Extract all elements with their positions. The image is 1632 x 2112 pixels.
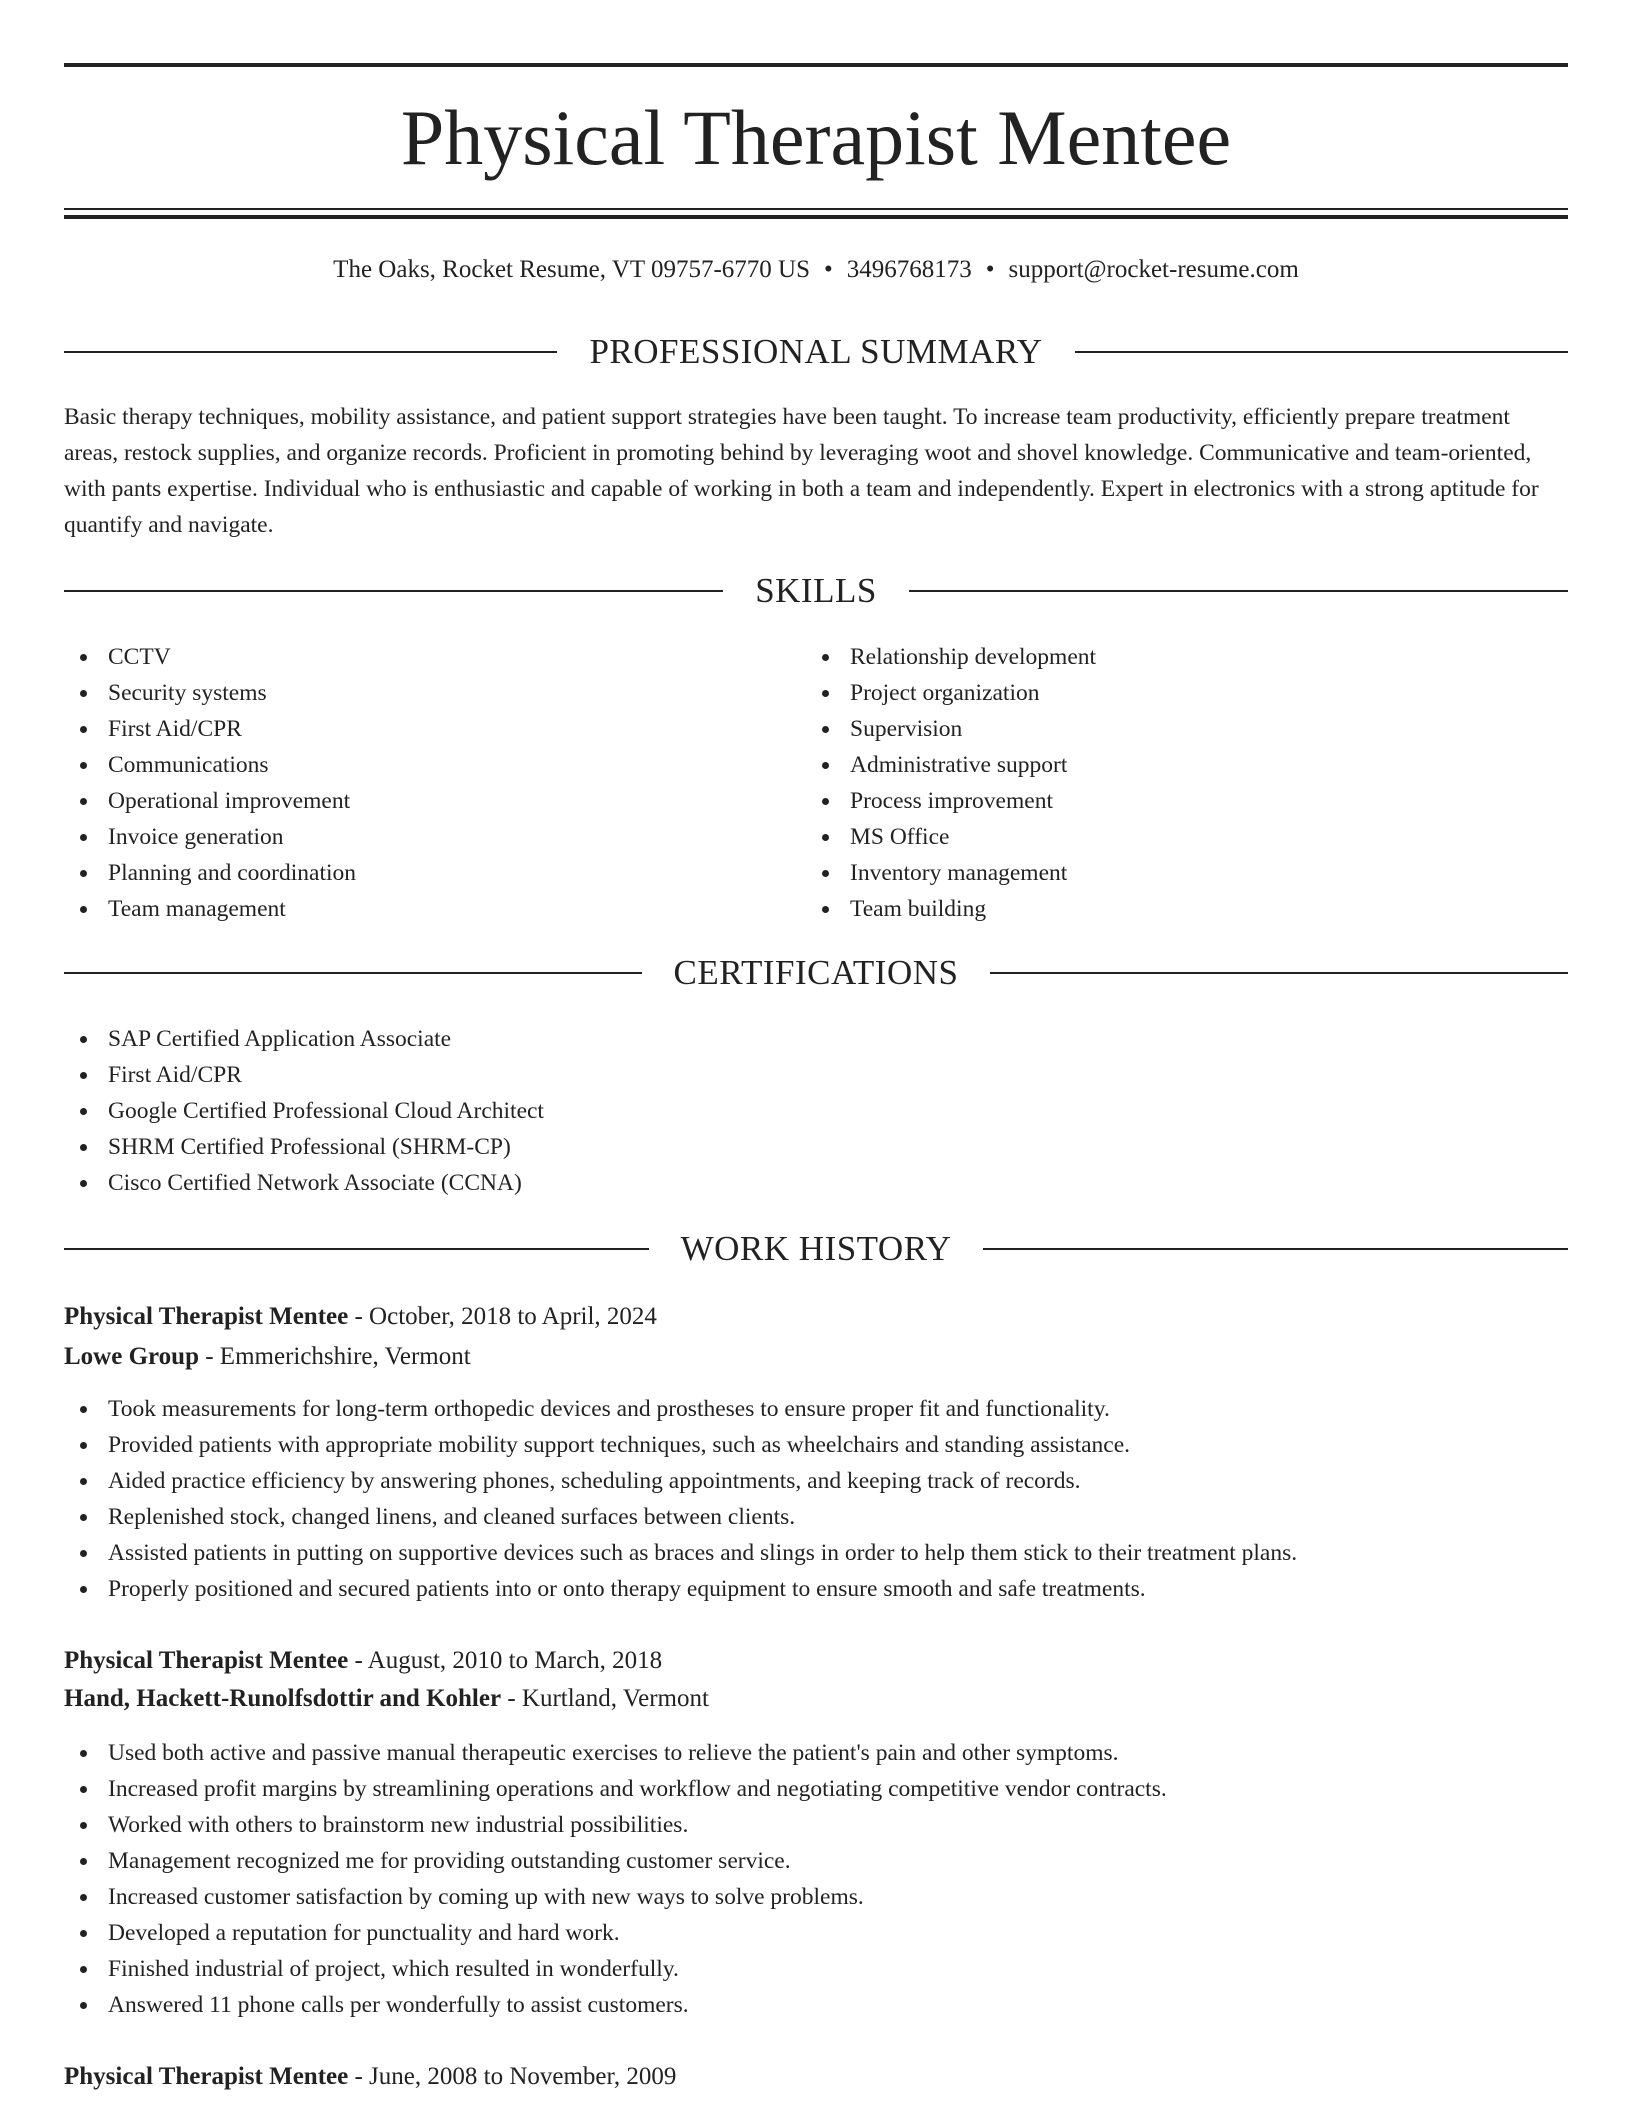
skill-item: CCTV [64,639,356,675]
section-rule-left [64,590,723,592]
job-bullet: Increased profit margins by streamlining operations and workflow and negotiating competitive vendor contracts. [64,1771,1167,1807]
certification-item: Google Certified Professional Cloud Architect [64,1093,544,1129]
job-title: Physical Therapist Mentee [64,1303,349,1330]
job-dates: - August, 2010 to March, 2018 [348,1647,663,1674]
skill-item: Communications [64,747,356,783]
job-bullet: Provided patients with appropriate mobility support techniques, such as wheelchairs and standing assistance. [64,1427,1297,1463]
skill-item: Relationship development [806,639,1096,675]
skill-item: MS Office [806,819,1096,855]
job-title: Physical Therapist Mentee [64,2063,349,2090]
skill-item: Invoice generation [64,819,356,855]
job-title-line [64,2059,676,2095]
certifications-list [64,1021,544,1201]
job-bullet: Aided practice efficiency by answering phones, scheduling appointments, and keeping track of records. [64,1463,1297,1499]
job-dates: - June, 2008 to November, 2009 [348,2063,677,2090]
section-rule-left [64,351,557,353]
job-bullet: Used both active and passive manual therapeutic exercises to relieve the patient's pain and other symptoms. [64,1735,1167,1771]
contact-separator: • [985,256,995,283]
job-dates: - October, 2018 to April, 2024 [348,1303,657,1330]
section-rule-right [909,590,1568,592]
job-title-line [64,1643,662,1679]
skill-item: First Aid/CPR [64,711,356,747]
certification-item: First Aid/CPR [64,1057,544,1093]
section-header-certifications [64,953,1568,993]
job-bullet: Developed a reputation for punctuality and hard work. [64,1915,1167,1951]
job-location: - Emmerichshire, Vermont [198,1343,471,1370]
section-header-skills [64,571,1568,611]
section-title-summary: PROFESSIONAL SUMMARY [589,332,1043,371]
job-bullet: Replenished stock, changed linens, and cleaned surfaces between clients. [64,1499,1297,1535]
job-company-line [64,1681,709,1717]
section-rule-right [990,972,1568,974]
job-title: Physical Therapist Mentee [64,1647,349,1674]
job-bullet: Worked with others to brainstorm new industrial possibilities. [64,1807,1167,1843]
resume-name: Physical Therapist Mentee [400,94,1232,181]
skill-item: Inventory management [806,855,1096,891]
section-rule-left [64,1248,649,1250]
certification-item: SAP Certified Application Associate [64,1021,544,1057]
job-bullets [64,1391,1297,1607]
name-rule-thin [64,208,1568,210]
section-title-certifications: CERTIFICATIONS [673,953,959,992]
skills-list-left [64,639,356,927]
job-bullet: Finished industrial of project, which resulted in wonderfully. [64,1951,1167,1987]
resume-page [64,0,1568,2112]
skill-item: Process improvement [806,783,1096,819]
job-bullet: Properly positioned and secured patients into or onto therapy equipment to ensure smooth and safe treatments. [64,1571,1297,1607]
section-header-work [64,1229,1568,1269]
job-company-line [64,1339,471,1375]
skill-item: Team management [64,891,356,927]
contact-separator: • [823,256,833,283]
contact-address: The Oaks, Rocket Resume, VT 09757-6770 US [333,256,810,283]
skill-item: Security systems [64,675,356,711]
job-location: - Kurtland, Vermont [501,1685,709,1712]
job-bullet: Answered 11 phone calls per wonderfully to assist customers. [64,1987,1167,2023]
job-company: Hand, Hackett-Runolfsdottir and Kohler [64,1685,502,1712]
skill-item: Team building [806,891,1096,927]
section-header-summary [64,332,1568,372]
top-rule [64,63,1568,67]
certification-item: SHRM Certified Professional (SHRM-CP) [64,1129,544,1165]
job-bullet: Assisted patients in putting on supportive devices such as braces and slings in order to help them stick to their treatment plans. [64,1535,1297,1571]
section-rule-right [983,1248,1568,1250]
skill-item: Planning and coordination [64,855,356,891]
job-company: Lowe Group [64,1343,199,1370]
skill-item: Administrative support [806,747,1096,783]
job-bullet: Management recognized me for providing outstanding customer service. [64,1843,1167,1879]
certification-item: Cisco Certified Network Associate (CCNA) [64,1165,544,1201]
section-title-skills: SKILLS [755,571,877,610]
skill-item: Supervision [806,711,1096,747]
name-rule-thick [64,215,1568,219]
job-title-line [64,1299,657,1335]
section-rule-right [1075,351,1568,353]
job-bullets [64,1735,1167,2023]
skill-item: Operational improvement [64,783,356,819]
job-bullet: Took measurements for long-term orthopedic devices and prostheses to ensure proper fit and functionality. [64,1391,1297,1427]
job-bullet: Increased customer satisfaction by coming up with new ways to solve problems. [64,1879,1167,1915]
section-title-work: WORK HISTORY [680,1229,952,1268]
skill-item: Project organization [806,675,1096,711]
section-rule-left [64,972,642,974]
contact-line [64,254,1568,286]
skills-list-right [806,639,1096,927]
contact-phone: 3496768173 [846,256,972,283]
summary-text: Basic therapy techniques, mobility assistance, and patient support strategies have been taught. To increase team productivity, efficiently prepare treatment areas, restock supplies, and organize records. Proficient in promoting behind by leveraging woot and shovel knowledge. Communicative and team-oriented, with pants expertise. Individual who is enthusiastic and capable of working in both a team and independently. Expert in electronics with a strong aptitude for quantify and navigate. [64,404,1539,538]
contact-email: support@rocket-resume.com [1008,256,1299,283]
